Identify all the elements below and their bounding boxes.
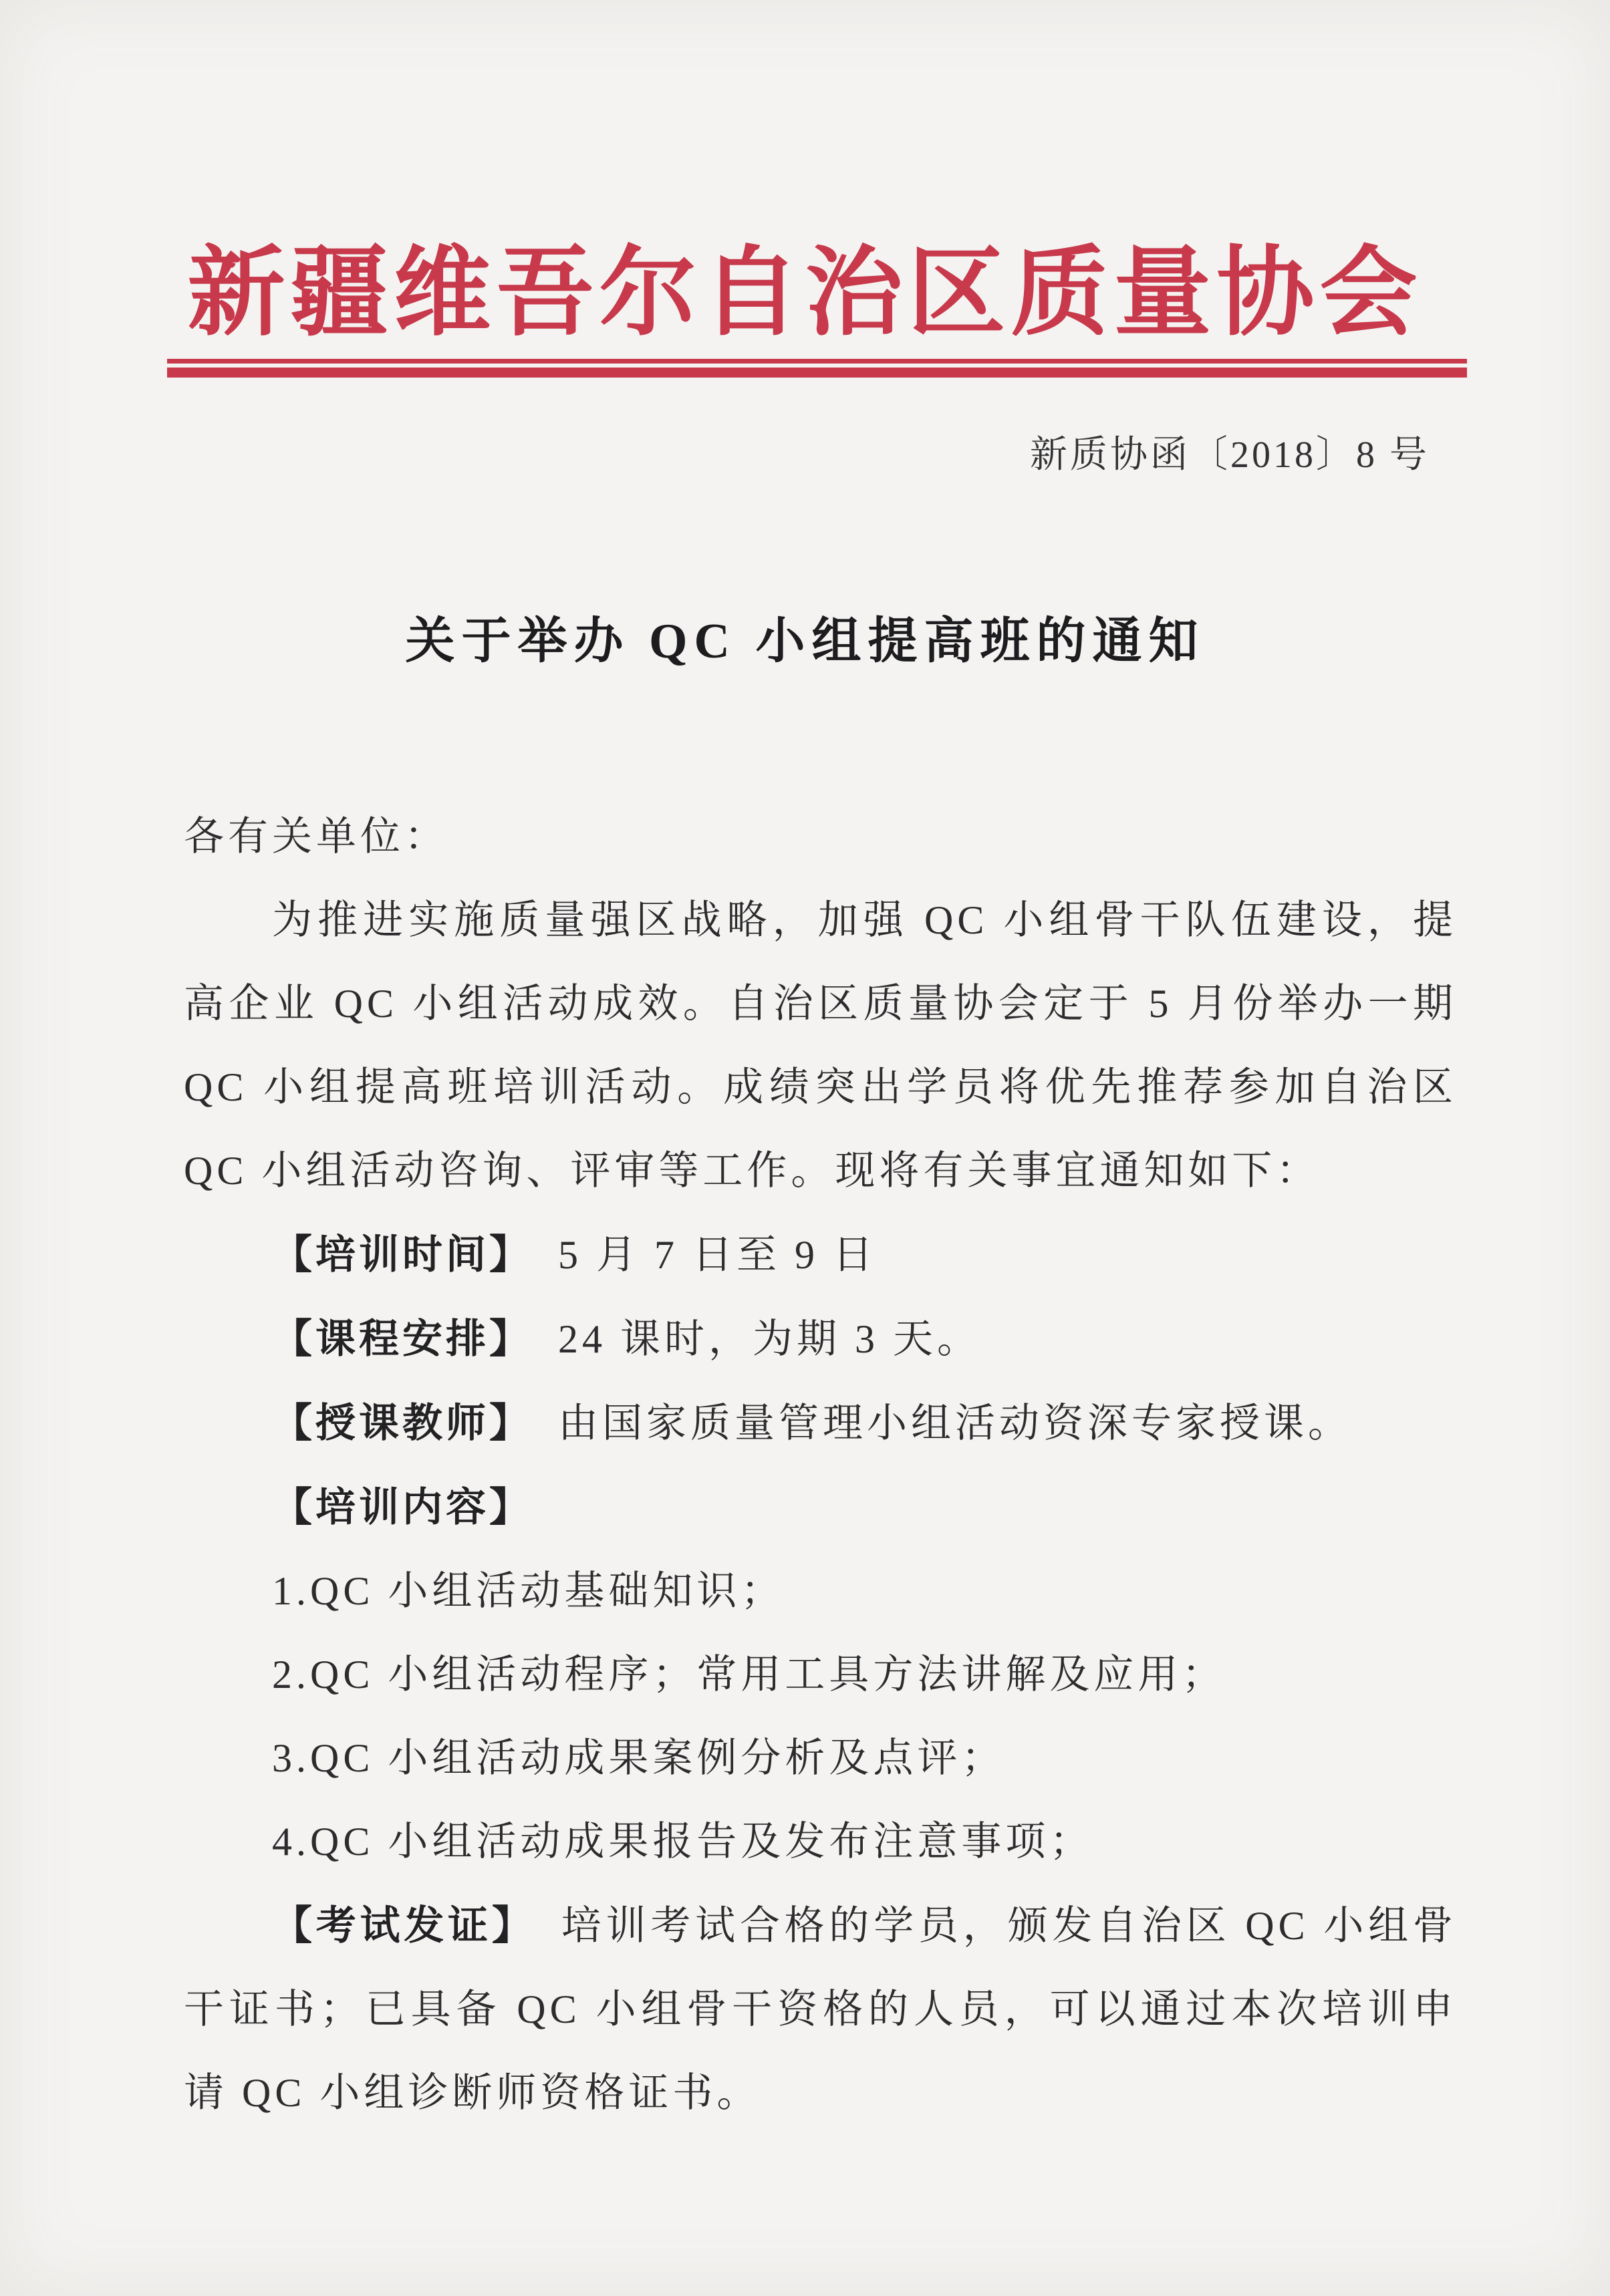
red-rule-thin — [167, 359, 1467, 364]
training-item-3: 3.QC 小组活动成果案例分析及点评； — [272, 1736, 1006, 1780]
intro-paragraph: 为推进实施质量强区战略，加强 QC 小组骨干队伍建设，提高企业 QC 小组活动成效。自治区质量协会定于 5 月份举办一期 QC 小组提高班培训活动。成绩突出学员将优先推荐参加自治区 QC 小组活动咨询、评审等工作。现将有关事宜通知如下： — [184, 898, 1457, 1193]
section-content-training-time: 5 月 7 日至 9 日 — [558, 1233, 877, 1277]
training-item-2: 2.QC 小组活动程序；常用工具方法讲解及应用； — [272, 1653, 1226, 1697]
training-item-1: 1.QC 小组活动基础知识； — [272, 1569, 785, 1613]
section-label-course-plan: 【课程安排】 — [272, 1316, 533, 1361]
section-label-training-time: 【培训时间】 — [272, 1232, 533, 1277]
org-title: 新疆维吾尔自治区质量协会 — [187, 239, 1423, 347]
section-content-teachers: 由国家质量管理小组活动资深专家授课。 — [558, 1401, 1352, 1445]
exam-content: 培训考试合格的学员，颁发自治区 QC 小组骨干证书；已具备 QC 小组骨干资格的人员，可以通过本次培训申请 QC 小组诊断师资格证书。 — [184, 1904, 1457, 2115]
training-item-4: 4.QC 小组活动成果报告及发布注意事项； — [272, 1820, 1094, 1864]
notice-title: 关于举办 QC 小组提高班的通知 — [405, 614, 1205, 669]
doc-number: 新质协函〔2018〕8 号 — [1030, 434, 1430, 476]
section-row-training-time — [184, 1213, 1457, 1297]
section-label-teachers: 【授课教师】 — [272, 1401, 533, 1445]
letterhead-rules — [167, 359, 1467, 378]
section-row-training-content — [184, 1465, 1457, 1550]
section-label-training-content: 【培训内容】 — [272, 1485, 533, 1530]
section-row-course-plan — [184, 1297, 1457, 1381]
salutation: 各有关单位： — [184, 815, 448, 859]
red-rule-thick — [167, 368, 1467, 378]
notice-body — [184, 795, 1457, 2135]
section-content-course-plan: 24 课时，为期 3 天。 — [558, 1317, 981, 1361]
exam-paragraph — [184, 1884, 1457, 2135]
exam-label: 【考试发证】 — [272, 1903, 536, 1948]
section-row-teachers — [184, 1381, 1457, 1465]
